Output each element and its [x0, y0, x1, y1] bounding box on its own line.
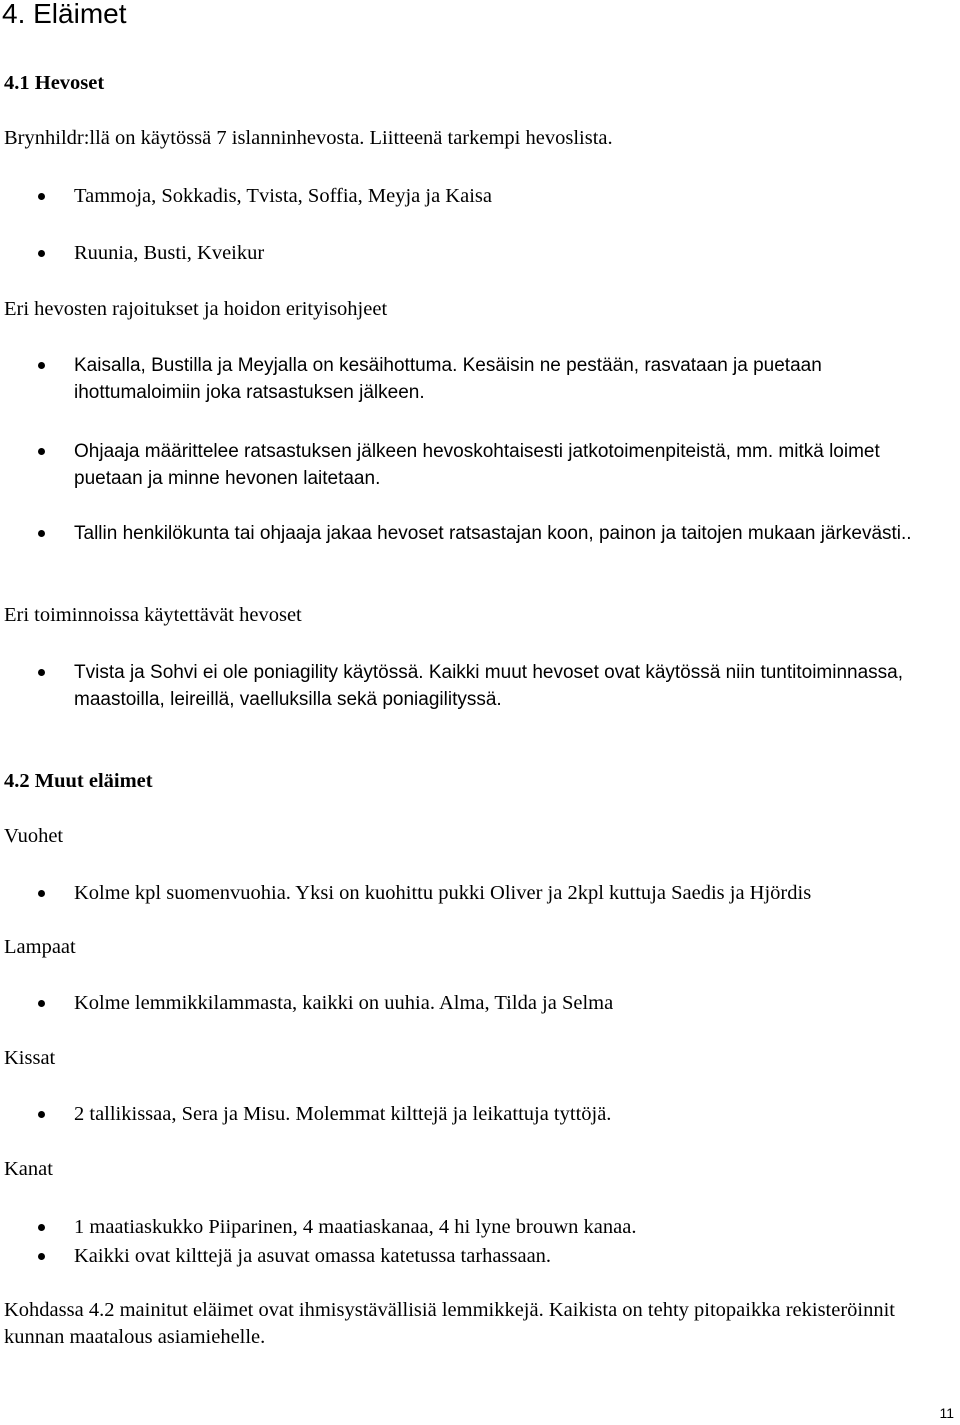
- section-heading-other-animals: 4.2 Muut eläimet: [4, 770, 153, 792]
- cats-list: [4, 1101, 936, 1128]
- restrictions-label: Eri hevosten rajoitukset ja hoidon erityisohjeet: [4, 298, 388, 320]
- list-item: Ohjaaja määrittelee ratsastuksen jälkeen hevoskohtaisesti jatkotoimenpiteistä, mm. mitkä loimet puetaan ja minne hevonen laitetaan.: [4, 438, 936, 492]
- goats-label: Vuohet: [4, 825, 64, 847]
- sheep-label: Lampaat: [4, 936, 76, 958]
- sheep-list: [4, 990, 936, 1017]
- horses-intro: Brynhildr:llä on käytössä 7 islanninhevosta. Liitteenä tarkempi hevoslista.: [4, 127, 613, 149]
- cats-label: Kissat: [4, 1047, 56, 1069]
- horse-list: [4, 183, 936, 210]
- horse-list: [4, 240, 936, 267]
- list-item: Kaisalla, Bustilla ja Meyjalla on kesäihottuma. Kesäisin ne pestään, rasvataan ja puetaan ihottumaloimiin joka ratsastuksen jälkeen.: [4, 352, 936, 406]
- activities-label: Eri toiminnoissa käytettävät hevoset: [4, 604, 302, 626]
- chickens-list: [4, 1214, 936, 1270]
- list-item: Ruunia, Busti, Kveikur: [4, 240, 936, 267]
- restrictions-list: [4, 520, 936, 547]
- goats-list: [4, 880, 936, 907]
- restrictions-list: [4, 438, 936, 492]
- list-item: Kolme lemmikkilammasta, kaikki on uuhia. Alma, Tilda ja Selma: [4, 990, 936, 1017]
- restrictions-list: [4, 352, 936, 406]
- list-item: 1 maatiaskukko Piiparinen, 4 maatiaskanaa, 4 hi lyne brouwn kanaa.: [4, 1214, 936, 1241]
- closing-paragraph: Kohdassa 4.2 mainitut eläimet ovat ihmisystävällisiä lemmikkejä. Kaikista on tehty pitopaikka rekisteröinnit kunnan maatalous asiamiehelle.: [4, 1299, 895, 1348]
- page-number: 11: [939, 1405, 954, 1421]
- activities-list: [4, 659, 936, 713]
- list-item: Tallin henkilökunta tai ohjaaja jakaa hevoset ratsastajan koon, painon ja taitojen mukaan järkevästi..: [4, 520, 936, 547]
- list-item: Kaikki ovat kilttejä ja asuvat omassa katetussa tarhassaan.: [4, 1243, 936, 1270]
- chickens-label: Kanat: [4, 1158, 53, 1180]
- list-item: Kolme kpl suomenvuohia. Yksi on kuohittu pukki Oliver ja 2kpl kuttuja Saedis ja Hjördis: [4, 880, 936, 907]
- list-item: Tammoja, Sokkadis, Tvista, Soffia, Meyja ja Kaisa: [4, 183, 936, 210]
- list-item: 2 tallikissaa, Sera ja Misu. Molemmat kilttejä ja leikattuja tyttöjä.: [4, 1101, 936, 1128]
- list-item: Tvista ja Sohvi ei ole poniagility käytössä. Kaikki muut hevoset ovat käytössä niin tuntitoiminnassa, maastoilla, leireillä, vaelluksilla sekä poniagilityssä.: [4, 659, 936, 713]
- page-title: 4. Eläimet: [2, 0, 127, 29]
- section-heading-horses: 4.1 Hevoset: [4, 72, 105, 94]
